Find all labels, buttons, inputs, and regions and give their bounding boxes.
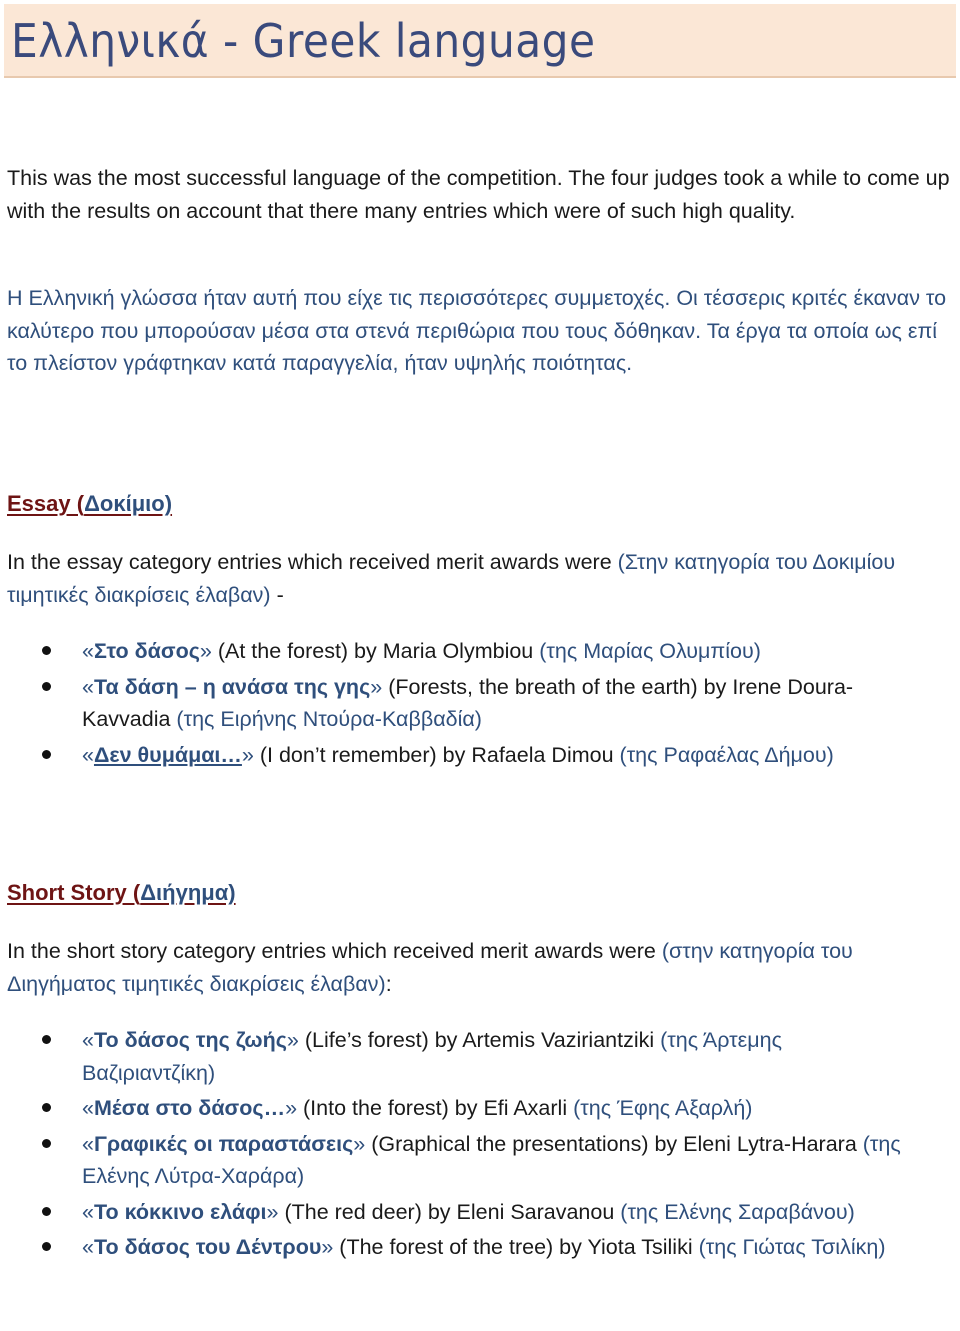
essay-intro-tail: - <box>270 582 284 607</box>
entry-title: Γραφικές οι παραστάσεις <box>93 1131 354 1156</box>
list-item <box>0 671 920 736</box>
entry-title: Μέσα στο δάσος… <box>93 1096 286 1120</box>
bullet-icon <box>42 1242 51 1251</box>
page-title: Ελληνικά - Greek language <box>11 14 596 68</box>
entry-details-english: (I don’t remember) by Rafaela Dimou <box>253 742 620 767</box>
close-quote: » <box>266 1199 279 1224</box>
entry-details-english: (Forests, the breath of the earth) by Irene Doura-Kavvadia <box>82 674 854 731</box>
entry-title: Το κόκκινο ελάφι <box>93 1199 267 1224</box>
list-item <box>0 1092 920 1125</box>
entry-details-english: (The red deer) by Eleni Saravanou <box>278 1199 621 1224</box>
essay-intro <box>7 546 953 611</box>
close-quote: » <box>353 1131 366 1156</box>
close-quote: » <box>199 639 212 663</box>
entry-details-greek: (της Ραφαέλας Δήμου) <box>619 742 834 767</box>
bullet-icon <box>42 1139 51 1148</box>
bullet-icon <box>42 1035 51 1044</box>
entry-details-english: (The forest of the tree) by Yiota Tsiliki <box>333 1235 699 1259</box>
title-bar <box>4 4 956 78</box>
entry-details-greek: (της Έφης Αξαρλή) <box>573 1096 753 1120</box>
intro-greek-paragraph: Η Ελληνική γλώσσα ήταν αυτή που είχε τις περισσότερες συμμετοχές. Οι τέσσερις κριτές έκαναν το καλύτερο που μπορούσαν μέσα στα στενά περιθώρια που τους δόθηκαν. Τα έργα τα οποία ως επί το πλείστον γράφτηκαν κατά παραγγελία, ήταν υψηλής ποιότητας. <box>7 286 947 375</box>
list-item <box>0 1128 920 1193</box>
list-item <box>0 1231 920 1264</box>
entry-details-english: (Graphical the presentations) by Eleni Lytra-Harara <box>365 1131 863 1156</box>
short-story-intro <box>7 935 953 1000</box>
entry-details-greek: (της Ελένης Λύτρα-Χαράρα) <box>82 1131 901 1188</box>
entry-details-english: (Life’s forest) by Artemis Vaziriantziki <box>298 1028 661 1052</box>
entry-title: Το δάσος της ζωής <box>93 1028 287 1052</box>
open-quote: « <box>82 674 94 699</box>
list-item <box>0 635 920 668</box>
close-quote: » <box>241 742 254 767</box>
list-item <box>0 1024 920 1089</box>
open-quote: « <box>82 1199 94 1224</box>
close-quote: » <box>370 674 383 699</box>
list-item <box>0 1196 920 1229</box>
bullet-icon <box>42 1103 51 1112</box>
essay-heading <box>7 491 172 517</box>
essay-heading-greek: Δοκίμιο) <box>84 491 173 516</box>
open-quote: « <box>82 1235 94 1259</box>
open-quote: « <box>82 639 94 663</box>
entry-details-greek: (της Ειρήνης Ντούρα-Καββαδία) <box>176 707 482 731</box>
close-quote: » <box>321 1235 334 1259</box>
bullet-icon <box>42 1207 51 1216</box>
short-story-heading-greek: Διήγημα) <box>140 880 236 905</box>
essay-entries-list <box>0 635 920 774</box>
list-item <box>0 739 920 772</box>
entry-details-greek: (της Ελένης Σαραβάνου) <box>620 1199 855 1224</box>
entry-title: Το δάσος του Δέντρου <box>93 1235 322 1259</box>
short-story-entries-list <box>0 1024 920 1267</box>
open-quote: « <box>82 1131 94 1156</box>
entry-details-greek: (της Γιώτας Τσιλίκη) <box>698 1235 886 1259</box>
open-quote: « <box>82 1096 94 1120</box>
intro-english-paragraph: This was the most successful language of the competition. The four judges took a while to come up with the results on account that there many entries which were of such high quality. <box>7 166 950 223</box>
entry-details-english: (Into the forest) by Efi Axarli <box>297 1096 574 1120</box>
essay-intro-greek: (Στην κατηγορία του Δοκιμίου τιμητικές διακρίσεις έλαβαν) <box>7 550 896 607</box>
essay-intro-english: In the essay category entries which received merit awards were <box>7 550 618 574</box>
entry-title: Τα δάση – η ανάσα της γης <box>93 674 371 699</box>
bullet-icon <box>42 646 51 655</box>
entry-title: Δεν θυμάμαι… <box>93 742 242 767</box>
entry-details-greek: (της Μαρίας Ολυμπίου) <box>539 639 761 663</box>
entry-details-english: (At the forest) by Maria Olymbiou <box>211 639 540 663</box>
entry-title: Στο δάσος <box>93 639 200 663</box>
open-quote: « <box>82 1028 94 1052</box>
entry-details-greek: (της Άρτεμης Βαζιριαντζίκη) <box>82 1028 782 1085</box>
short-story-heading-english: Short Story ( <box>7 880 141 905</box>
short-story-intro-english: In the short story category entries which received merit awards were <box>7 939 662 963</box>
close-quote: » <box>286 1028 299 1052</box>
short-story-intro-greek: (στην κατηγορία του Διηγήματος τιμητικές διακρίσεις έλαβαν) <box>7 939 853 996</box>
short-story-heading <box>7 880 236 906</box>
bullet-icon <box>42 750 51 759</box>
short-story-intro-tail: : <box>385 971 392 996</box>
close-quote: » <box>285 1096 298 1120</box>
bullet-icon <box>42 682 51 691</box>
essay-heading-english: Essay ( <box>7 491 85 516</box>
open-quote: « <box>82 742 94 767</box>
